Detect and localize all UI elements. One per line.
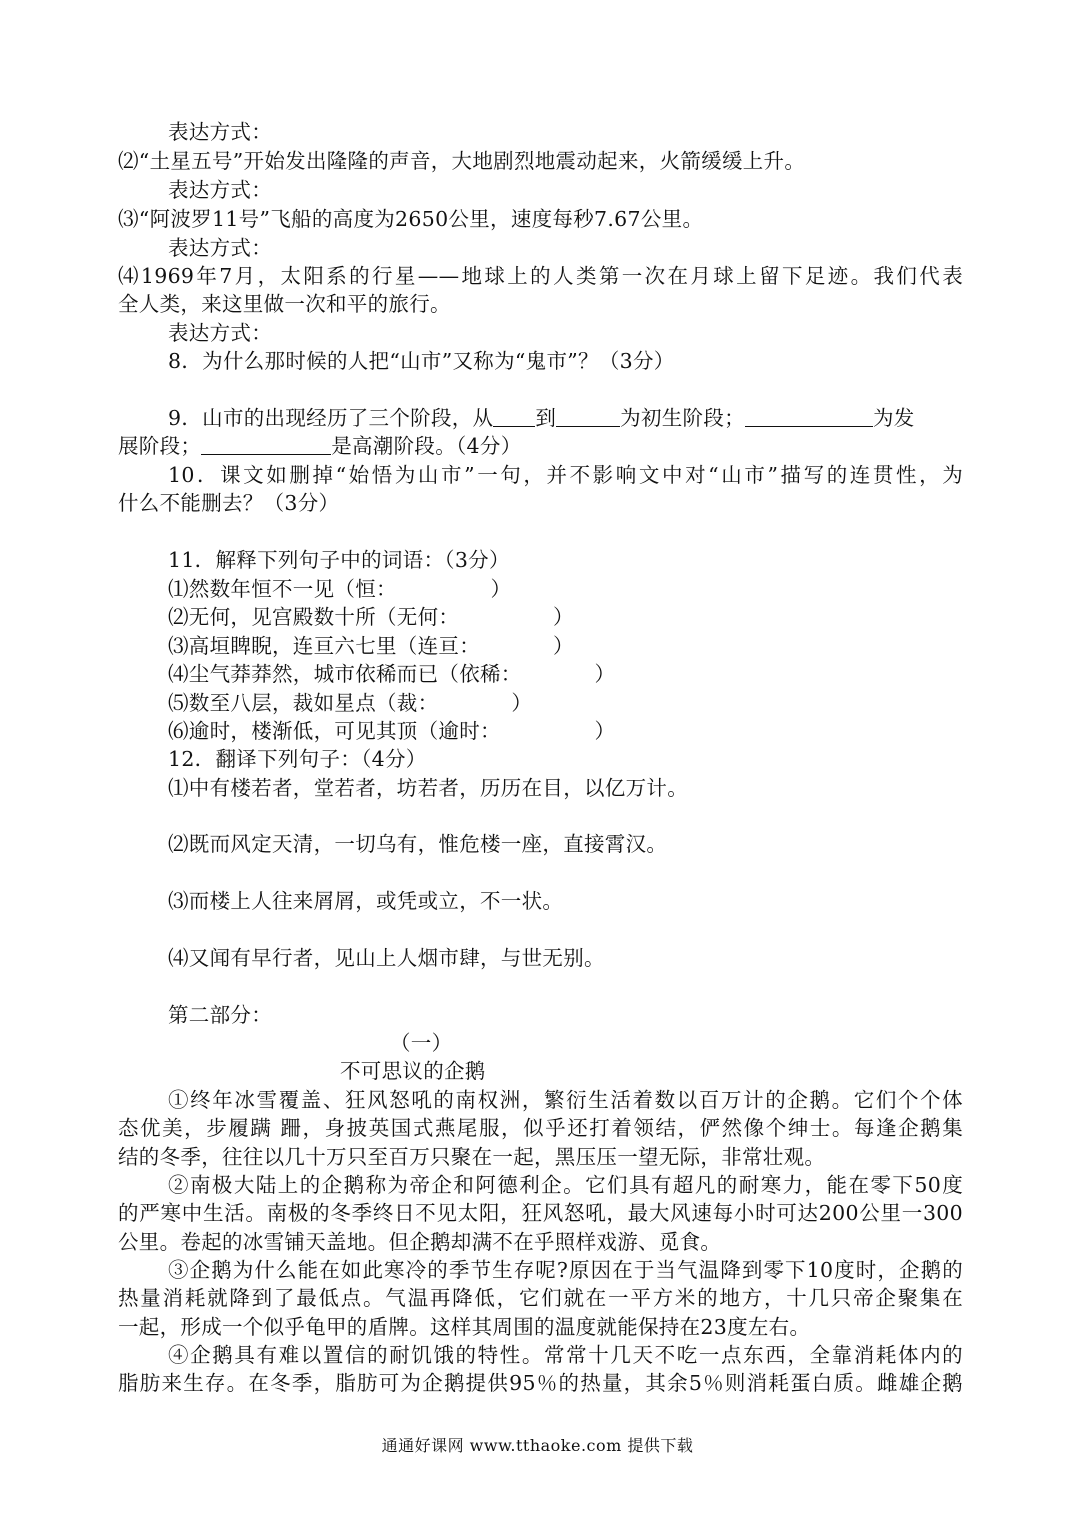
text-line: 表达方式： <box>168 120 272 144</box>
text-line: ②南极大陆上的企鹅称为帝企和阿德利企。它们具有超凡的耐寒力，能在零下50度 <box>168 1173 963 1197</box>
text-line: ⑷尘气莽莽然，城市依稀而已（依稀： ） <box>168 662 616 686</box>
answer-blank[interactable] <box>556 406 620 427</box>
q9-text-a: 9．山市的出现经历了三个阶段，从 <box>168 406 494 430</box>
text-line: 的严寒中生活。南极的冬季终日不见太阳，狂风怒吼，最大风速每小时可达200公里一300 <box>118 1201 963 1225</box>
text-line: 热量消耗就降到了最低点。气温再降低，它们就在一平方米的地方，十几只帝企聚集在 <box>118 1286 963 1310</box>
text-line: ⑴然数年恒不一见（恒： ） <box>168 577 512 601</box>
question-9-line1 <box>168 404 1013 433</box>
text-line: 一起，形成一个似乎龟甲的盾牌。这样其周围的温度就能保持在23度左右。 <box>118 1315 811 1339</box>
q9-text-b: 到 <box>535 406 557 430</box>
text-line: ⑶而楼上人往来屑屑，或凭或立，不一状。 <box>168 889 564 913</box>
text-line: ⑸数至八层，裁如星点（裁： ） <box>168 691 533 715</box>
text-line: ⑵“土星五号”开始发出隆隆的声音，大地剧烈地震动起来，火箭缓缓上升。 <box>118 149 806 173</box>
text-line: ⑶高垣睥睨，连亘六七里（连亘： ） <box>168 634 574 658</box>
text-line: ⑵既而风定天清，一切乌有，惟危楼一座，直接霄汉。 <box>168 832 668 856</box>
text-line: ⑵无何，见宫殿数十所（无何： ） <box>168 605 574 629</box>
q9-text-c: 为初生阶段； <box>620 406 745 430</box>
section-heading: 第二部分： <box>168 1003 272 1027</box>
question-10: 10．课文如删掉“始悟为山市”一句，并不影响文中对“山市”描写的连贯性，为 <box>168 463 963 487</box>
text-line: 什么不能删去？（3分） <box>118 491 340 515</box>
text-line: 结的冬季，往往以几十万只至百万只聚在一起，黑压压一望无际，非常壮观。 <box>118 1145 826 1169</box>
question-9-line2 <box>118 432 963 461</box>
text-line: ③企鹅为什么能在如此寒冷的季节生存呢?原因在于当气温降到零下10度时，企鹅的 <box>168 1258 963 1282</box>
text-line: ①终年冰雪覆盖、狂风怒吼的南权洲，繁衍生活着数以百万计的企鹅。它们个个体 <box>168 1088 963 1112</box>
text-line: ④企鹅具有难以置信的耐饥饿的特性。常常十几天不吃一点东西，全靠消耗体内的 <box>168 1343 963 1367</box>
text-line: ⑷又闻有早行者，见山上人烟市肆，与世无别。 <box>168 946 605 970</box>
passage-number: （一） <box>390 1031 453 1055</box>
question-8: 8．为什么那时候的人把“山市”又称为“鬼市”？（3分） <box>168 349 675 373</box>
question-11: 11．解释下列句子中的词语：（3分） <box>168 548 510 572</box>
page-footer: 通通好课网 www.tthaoke.com 提供下载 <box>381 1436 694 1455</box>
text-line: ⑶“阿波罗11号”飞船的高度为2650公里，速度每秒7.67公里。 <box>118 207 704 231</box>
q9-text-e: 展阶段； <box>118 434 202 458</box>
answer-blank[interactable] <box>493 406 535 427</box>
text-line: 表达方式： <box>168 321 272 345</box>
q9-text-d: 为发 <box>872 406 915 430</box>
text-line: 脂肪来生存。在冬季，脂肪可为企鹅提供95％的热量，其余5％则消耗蛋白质。雌雄企鹅 <box>118 1371 963 1395</box>
text-line: 公里。卷起的冰雪铺天盖地。但企鹅却满不在乎照样戏游、觅食。 <box>118 1230 722 1254</box>
text-line: 全人类，来这里做一次和平的旅行。 <box>118 292 451 316</box>
question-12: 12．翻译下列句子：（4分） <box>168 747 427 771</box>
passage-title: 不可思议的企鹅 <box>340 1059 486 1083</box>
answer-blank[interactable] <box>201 434 331 455</box>
text-line: 表达方式： <box>168 236 272 260</box>
text-line: ⑴中有楼若者，堂若者，坊若者，历历在目，以亿万计。 <box>168 776 688 800</box>
text-line: ⑷1969年7月，太阳系的行星——地球上的人类第一次在月球上留下足迹。我们代表 <box>118 264 963 288</box>
text-line: 态优美，步履蹒 跚，身披英国式燕尾服，似乎还打着领结，俨然像个绅士。每逢企鹅集 <box>118 1116 963 1140</box>
answer-blank[interactable] <box>745 406 873 427</box>
text-line: 表达方式： <box>168 178 272 202</box>
q9-text-f: 是高潮阶段。（4分） <box>331 434 522 458</box>
text-line: ⑹逾时，楼渐低，可见其顶（逾时： ） <box>168 719 616 743</box>
